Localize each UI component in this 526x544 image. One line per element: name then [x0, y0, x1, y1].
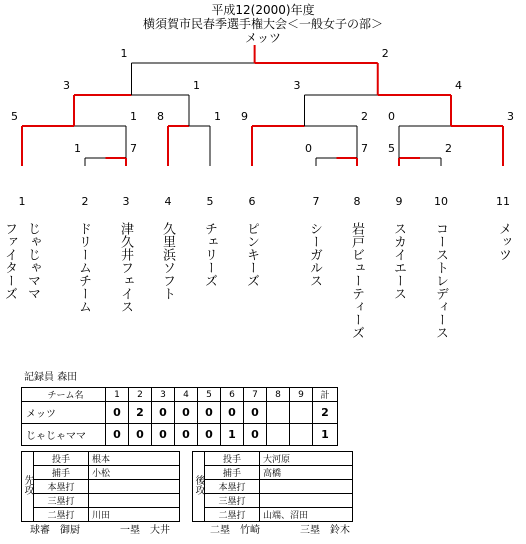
inning-score: 2 [129, 402, 152, 424]
player-name [89, 480, 180, 494]
match-score: 1 [193, 79, 200, 92]
position-label: 三塁打 [34, 494, 89, 508]
champion-name: メッツ [244, 31, 281, 45]
team-name-vertical: 岩戸ビューティーズ [349, 222, 364, 339]
inning-score: 1 [221, 424, 244, 446]
team-name-vertical: ピンキーズ [244, 222, 259, 287]
inning-score [290, 424, 313, 446]
header-team: チーム名 [22, 388, 106, 402]
inning-score: 0 [198, 424, 221, 446]
seed-number: 8 [353, 195, 361, 208]
team-name: メッツ [22, 402, 106, 424]
team-name-vertical: スカイエース [391, 222, 406, 300]
player-name [89, 494, 180, 508]
match-score: 1 [130, 110, 137, 123]
seed-number: 9 [395, 195, 403, 208]
team-name-vertical: チェリーズ [202, 222, 217, 287]
side-label: 先攻 [22, 475, 33, 495]
match-score: 2 [361, 110, 368, 123]
match-score: 1 [214, 110, 221, 123]
header-inning-9: 9 [290, 388, 313, 402]
match-score: 2 [381, 47, 389, 60]
inning-score: 0 [106, 424, 129, 446]
match-score: 3 [293, 79, 301, 92]
scoreboard-header-row [22, 388, 338, 402]
team-name-vertical: コーストレディース [433, 222, 448, 339]
position-label: 捕手 [205, 466, 260, 480]
inning-score: 0 [129, 424, 152, 446]
inning-score [267, 402, 290, 424]
second-side-label [193, 452, 205, 522]
position-label: 三塁打 [205, 494, 260, 508]
inning-score: 0 [152, 424, 175, 446]
player-name: 川田 [89, 508, 180, 522]
team-name-vertical: ドリームチーム [76, 222, 91, 313]
recorder-name: 森田 [57, 372, 78, 383]
match-score: 1 [120, 47, 128, 60]
position-label: 投手 [34, 452, 89, 466]
match-score: 9 [241, 110, 248, 123]
total-score: 2 [313, 402, 338, 424]
inning-score: 0 [175, 402, 198, 424]
player-name [260, 494, 353, 508]
tournament-bracket [0, 0, 526, 240]
team-name: じゃじゃママ [22, 424, 106, 446]
player-name: 山端、沼田 [260, 508, 353, 522]
battery-first [21, 451, 180, 522]
match-score: 0 [388, 110, 395, 123]
seed-number: 11 [496, 195, 510, 208]
position-label: 二塁打 [205, 508, 260, 522]
match-score: 7 [361, 142, 368, 155]
match-score: 1 [74, 142, 81, 155]
seed-number: 3 [122, 195, 130, 208]
team-name-vertical: 久里浜ソフト [160, 222, 175, 300]
position-label: 二塁打 [34, 508, 89, 522]
battery-second [192, 451, 353, 522]
match-score: 7 [130, 142, 137, 155]
player-name: 小松 [89, 466, 180, 480]
position-label: 捕手 [34, 466, 89, 480]
seed-number: 4 [164, 195, 172, 208]
recorder-label: 記録員 [24, 372, 54, 383]
header-inning-6: 6 [221, 388, 244, 402]
match-score: 3 [507, 110, 514, 123]
team-name-vertical: じゃじゃママ [25, 222, 40, 300]
seed-number: 1 [18, 195, 26, 208]
header-inning-2: 2 [129, 388, 152, 402]
side-label: 後攻 [193, 475, 204, 495]
match-score: 4 [455, 79, 462, 92]
team-name-vertical: ファイターズ [2, 222, 17, 300]
header-inning-3: 3 [152, 388, 175, 402]
tournament-year: 平成12(2000)年度 [211, 3, 315, 17]
player-name [260, 480, 353, 494]
match-score: 5 [388, 142, 395, 155]
seed-number: 7 [312, 195, 320, 208]
scoreboard-row [22, 424, 338, 446]
seed-number: 6 [248, 195, 256, 208]
player-name: 高橋 [260, 466, 353, 480]
inning-score: 0 [244, 402, 267, 424]
header-inning-7: 7 [244, 388, 267, 402]
tournament-title: 横須賀市民春季選手権大会＜一般女子の部＞ [142, 17, 383, 31]
inning-score: 0 [221, 402, 244, 424]
header-inning-4: 4 [175, 388, 198, 402]
team-name-vertical: シーガルス [307, 222, 322, 287]
position-label: 本塁打 [205, 480, 260, 494]
match-score: 5 [11, 110, 18, 123]
seed-number: 2 [81, 195, 89, 208]
total-score: 1 [313, 424, 338, 446]
position-label: 投手 [205, 452, 260, 466]
inning-score: 0 [198, 402, 221, 424]
inning-score [290, 402, 313, 424]
umpire-list: 球審 御厨 一塁 大井 二塁 竹崎 三塁 鈴木 [30, 525, 350, 536]
seed-number: 10 [434, 195, 448, 208]
header-inning-8: 8 [267, 388, 290, 402]
scoreboard-row [22, 402, 338, 424]
inning-score: 0 [175, 424, 198, 446]
match-score: 8 [157, 110, 164, 123]
player-name: 根本 [89, 452, 180, 466]
player-name: 大河原 [260, 452, 353, 466]
inning-score: 0 [152, 402, 175, 424]
team-name-vertical: 津久井フェイス [118, 222, 133, 313]
inning-score: 0 [244, 424, 267, 446]
recorder [24, 368, 77, 383]
team-name-vertical: メッツ [496, 222, 511, 261]
scoreboard [21, 387, 338, 446]
position-label: 本塁打 [34, 480, 89, 494]
header-inning-5: 5 [198, 388, 221, 402]
header-inning-1: 1 [106, 388, 129, 402]
inning-score [267, 424, 290, 446]
seed-number: 5 [206, 195, 214, 208]
inning-score: 0 [106, 402, 129, 424]
match-score: 2 [445, 142, 452, 155]
match-score: 3 [63, 79, 70, 92]
match-score: 0 [305, 142, 312, 155]
first-side-label [22, 452, 34, 522]
header-total: 計 [313, 388, 338, 402]
